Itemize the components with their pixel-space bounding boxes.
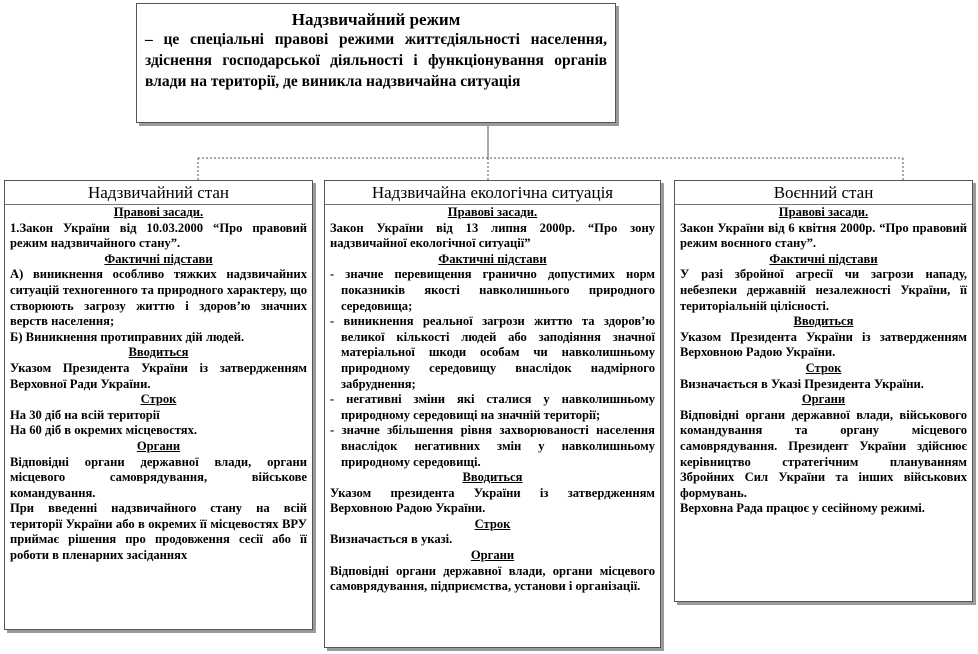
organs-item: Відповідні органи державної влади, органи місцевого самоврядування, військове командування. (10, 454, 307, 500)
column-title: Воєнний стан (675, 183, 972, 205)
legal-basis-text: Закон України від 6 квітня 2000р. “Про правовий режим воєнного стану”. (680, 220, 967, 251)
term-item: Визначається в Указі Президента України. (680, 376, 924, 391)
grounds-item: - виникнення реальної загрози життю та здоров’ю великої кількості людей або заподіяння значної матеріальної шкоди особам чи навколишньому природному середовищу внаслідок надмірного забруднення; (330, 314, 655, 391)
organs-item: При введенні надзвичайного стану на всій території України або в окремих її місцевостях ВРУ приймає рішення про продовження сесії або її роботи в пленарних засіданнях (10, 501, 307, 563)
introduced-text: Указом Президента України із затвердженням Верховною Радою України. (680, 329, 967, 360)
introduced-heading: Вводиться (462, 470, 523, 485)
legal-basis-heading: Правові засади. (113, 205, 204, 219)
legal-basis-text: Закон України від 13 липня 2000р. “Про зону надзвичайної екологічної ситуації” (330, 220, 655, 251)
column-title: Надзвичайна екологічна ситуація (325, 183, 660, 205)
grounds-item: - значне збільшення рівня захворюваності населення внаслідок негативних змін у навколишньому природному середовищі. (330, 423, 655, 469)
term-item: На 60 діб в окремих місцевостях. (10, 423, 198, 438)
organs-heading: Органи (470, 548, 515, 563)
regime-definition: – це спеціальні правові режими життєдіяльності населення, здіснення господарської діяльності і функціонування органів влади на території, де виникла надзвичайна ситуація (145, 31, 607, 90)
grounds-item: - негативні зміни які сталися у навколишньому природному середовищі на значній території; (330, 392, 655, 422)
ecological-emergency-box (324, 180, 661, 648)
grounds-item: - значне перевищення гранично допустимих норм показників якості навколишнього природного середовища; (330, 267, 655, 313)
introduced-heading: Вводиться (128, 345, 189, 360)
term-heading: Строк (805, 360, 842, 375)
regime-title: Надзвичайний режим (291, 10, 461, 29)
organs-heading: Органи (136, 438, 181, 453)
grounds-item: У разі збройної агресії чи загрози нападу, небезпеки державній незалежності України, її територіальній цілісності. (680, 267, 967, 313)
organs-heading: Органи (801, 392, 846, 407)
organs-item: Відповідні органи державної влади, військового командування та органу місцевого самоврядування. Президент України здійснює керівництво стратегічним плануванням Збройних Сил України та інших військових формувань. (680, 407, 967, 500)
factual-grounds-heading: Фактичні підстави (104, 251, 213, 266)
organs-item: Відповідні органи державної влади, органи місцевого самоврядування, підприємства, установи і організації. (330, 563, 655, 594)
term-heading: Строк (474, 516, 511, 531)
introduced-text: Указом Президента України із затвердженням Верховної Ради України. (10, 360, 307, 391)
organs-item: Верховна Рада працює у сесійному режимі. (680, 501, 925, 516)
martial-law-box (674, 180, 973, 602)
legal-basis-heading: Правові засади. (778, 205, 869, 219)
term-heading: Строк (140, 392, 177, 407)
factual-grounds-heading: Фактичні підстави (769, 251, 878, 266)
grounds-item: Б) Виникнення протиправних дій людей. (10, 329, 245, 344)
factual-grounds-heading: Фактичні підстави (438, 251, 547, 266)
state-of-emergency-box (4, 180, 313, 630)
emergency-regime-box (136, 3, 616, 123)
grounds-item: А) виникнення особливо тяжких надзвичайних ситуацій техногенного та природного характеру, що створюють загрозу життю і здоров’ю значних верств населення; (10, 267, 307, 329)
introduced-heading: Вводиться (793, 314, 854, 329)
column-title: Надзвичайний стан (5, 183, 312, 205)
term-item: Визначається в указі. (330, 532, 453, 547)
legal-basis-heading: Правові засади. (447, 205, 538, 219)
term-item: На 30 діб на всій території (10, 407, 160, 422)
introduced-text: Указом президента України із затвердженням Верховною Радою України. (330, 485, 655, 516)
legal-basis-text: 1.Закон України від 10.03.2000 “Про правовий режим надзвичайного стану”. (10, 220, 307, 251)
